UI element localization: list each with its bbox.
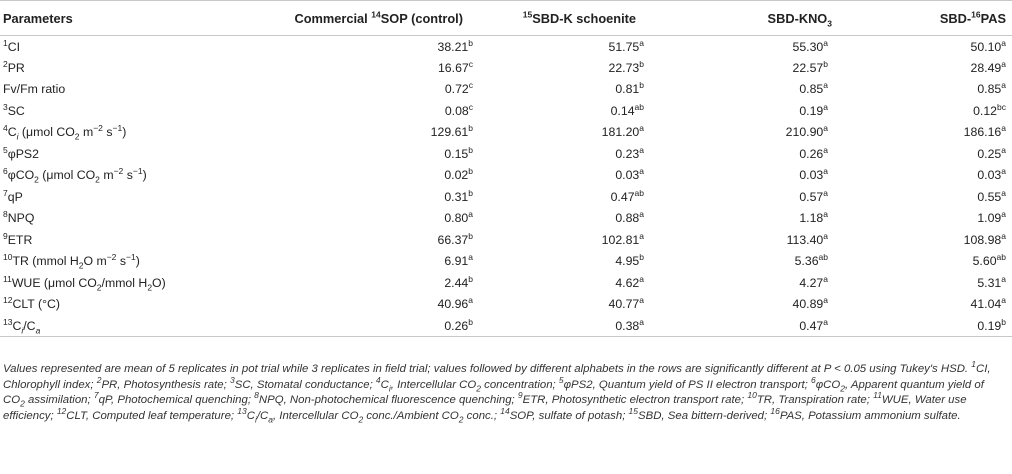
parameter-cell: Fv/Fm ratio bbox=[3, 82, 66, 97]
value-cell: 0.25$^a$ bbox=[977, 144, 1006, 161]
table-row bbox=[0, 57, 1012, 79]
table-footnote: Values represented are mean of 5 replicates in pot trial while 3 replicates in field trial; values followed by different alphabets in the rows are significantly different at P < 0.05 using Tukey's HSD. $^1$CI, Chlorophyll index; $^2$PR, Photosynthesis rate; $^3$SC, Stomatal conductance; $^4C_i$, Intercellular $CO_2$ concentration; $^5$φPS2, Quantum yield of PS II electron transport; $^6$φCO$_2$, Apparent quantum yield of $CO_2$ assimilation; $^7$qP, Photochemical quenching; $^8$NPQ, Non-photochemical fluorescence quenching; $^9$ETR, Photosynthetic electron transport rate; $^{10}$TR, Transpiration rate; $^{11}$WUE, Water use efficiency; $^{12}$CLT, Computed leaf temperature; $^{13}C_i/C_a$, Intercellular $CO_2$ conc./Ambient $CO_2$ conc.; $^{14}$SOP, sulfate of potash; $^{15}$SBD, Sea bittern-derived; $^{16}$PAS, Potassium ammonium sulfate. bbox=[3, 359, 991, 424]
value-cell: 129.61$^b$ bbox=[430, 123, 473, 140]
value-cell: 6.91$^a$ bbox=[444, 252, 473, 269]
value-cell: 41.04$^a$ bbox=[970, 295, 1006, 312]
value-cell: 55.30$^a$ bbox=[792, 37, 828, 54]
table-row bbox=[0, 122, 1012, 144]
value-cell: 0.47$^a$ bbox=[654, 315, 846, 337]
value-cell: 50.10$^a$ bbox=[970, 37, 1006, 54]
parameter-cell: $^1$CI bbox=[3, 37, 21, 54]
value-cell: 0.14$^{ab}$ bbox=[610, 101, 644, 118]
value-cell: 1.18$^a$ bbox=[799, 209, 828, 226]
value-cell: 16.67$^c$ bbox=[437, 58, 473, 75]
value-cell: 22.73$^b$ bbox=[608, 58, 644, 75]
header-sbd-k-schoenite: $^{15}$SBD-K schoenite bbox=[475, 1, 654, 36]
value-cell: 5.60$^{ab}$ bbox=[972, 252, 1006, 269]
value-cell: 0.19$^a$ bbox=[799, 101, 828, 118]
value-cell: 4.95$^b$ bbox=[615, 252, 644, 269]
value-cell: 0.57$^a$ bbox=[799, 187, 828, 204]
table-row bbox=[0, 100, 1012, 122]
value-cell: 0.08$^c$ bbox=[444, 101, 473, 118]
table-row bbox=[0, 251, 1012, 273]
value-cell: 181.20$^a$ bbox=[601, 123, 644, 140]
value-cell: 210.90$^a$ bbox=[785, 123, 828, 140]
table-row bbox=[0, 294, 1012, 316]
table-row bbox=[0, 272, 1012, 294]
value-cell: 1.09$^a$ bbox=[977, 209, 1006, 226]
value-cell: 2.44$^b$ bbox=[444, 273, 473, 290]
value-cell: 102.81$^a$ bbox=[601, 230, 644, 247]
value-cell: 4.62$^a$ bbox=[615, 273, 644, 290]
parameter-cell: $^{13}C_i/C_a$ bbox=[0, 315, 262, 337]
value-cell: 0.03$^a$ bbox=[615, 166, 644, 183]
value-cell: 5.31$^a$ bbox=[977, 273, 1006, 290]
table-row bbox=[0, 186, 1012, 208]
value-cell: 113.40$^a$ bbox=[786, 230, 828, 247]
value-cell: 0.26$^b$ bbox=[262, 315, 475, 337]
table-row bbox=[0, 36, 1012, 58]
header-parameters: Parameters bbox=[0, 1, 262, 36]
table-row bbox=[0, 315, 1012, 337]
parameter-cell: $^5$φPS2 bbox=[3, 144, 39, 161]
table-row bbox=[0, 229, 1012, 251]
value-cell: 66.37$^b$ bbox=[437, 230, 473, 247]
value-cell: 0.03$^a$ bbox=[977, 166, 1006, 183]
parameter-cell: $^9$ETR bbox=[3, 230, 33, 247]
table-row bbox=[0, 208, 1012, 230]
value-cell: 5.36$^{ab}$ bbox=[794, 252, 828, 269]
value-cell: 0.26$^a$ bbox=[799, 144, 828, 161]
value-cell: 51.75$^a$ bbox=[608, 37, 644, 54]
value-cell: 0.02$^b$ bbox=[444, 166, 473, 183]
value-cell: 0.85$^a$ bbox=[799, 80, 828, 97]
header-commercial-sop: Commercial $^{14}$SOP (control) bbox=[262, 1, 475, 36]
value-cell: 0.72$^c$ bbox=[444, 80, 473, 97]
value-cell: 0.19$^b$ bbox=[846, 315, 1012, 337]
value-cell: 0.23$^a$ bbox=[615, 144, 644, 161]
value-cell: 0.03$^a$ bbox=[799, 166, 828, 183]
value-cell: 186.16$^a$ bbox=[963, 123, 1006, 140]
value-cell: 0.85$^a$ bbox=[977, 80, 1006, 97]
table-row bbox=[0, 165, 1012, 187]
header-sbd-kno3: SBD-$KNO_3$ bbox=[654, 1, 846, 36]
value-cell: 0.38$^a$ bbox=[475, 315, 654, 337]
header-row bbox=[0, 1, 1012, 36]
value-cell: 40.77$^a$ bbox=[608, 295, 644, 312]
parameter-cell: $^{12}$CLT (°C) bbox=[3, 295, 60, 312]
value-cell: 0.12$^{bc}$ bbox=[973, 101, 1006, 118]
value-cell: 38.21$^b$ bbox=[437, 37, 473, 54]
parameter-cell: $^3$SC bbox=[3, 101, 25, 118]
value-cell: 0.81$^b$ bbox=[615, 80, 644, 97]
table-body bbox=[0, 36, 1012, 337]
value-cell: 0.55$^a$ bbox=[977, 187, 1006, 204]
value-cell: 108.98$^a$ bbox=[963, 230, 1006, 247]
value-cell: 40.96$^a$ bbox=[437, 295, 473, 312]
value-cell: 0.47$^{ab}$ bbox=[610, 187, 644, 204]
value-cell: 28.49$^a$ bbox=[970, 58, 1006, 75]
table-row bbox=[0, 79, 1012, 101]
parameter-cell: $^{11}$WUE (μmol $CO_2$/mmol $H_2O$) bbox=[3, 273, 166, 293]
value-cell: 0.88$^a$ bbox=[615, 209, 644, 226]
parameter-cell: $^2$PR bbox=[3, 58, 25, 75]
parameter-cell: $^4C_i$ (μmol $CO_2$ $m^{-2}$ $s^{-1}$) bbox=[3, 123, 127, 142]
value-cell: 40.89$^a$ bbox=[792, 295, 828, 312]
value-cell: 0.15$^b$ bbox=[444, 144, 473, 161]
value-cell: 0.80$^a$ bbox=[444, 209, 473, 226]
parameter-cell: $^7$qP bbox=[3, 187, 23, 204]
parameter-cell: $^6$φCO$_2$ (μmol $CO_2$ $m^{-2}$ $s^{-1}$) bbox=[3, 166, 147, 185]
parameter-cell: $^8$NPQ bbox=[3, 209, 35, 226]
value-cell: 4.27$^a$ bbox=[799, 273, 828, 290]
value-cell: 22.57$^b$ bbox=[792, 58, 828, 75]
parameter-cell: $^{10}$TR (mmol $H_2O$ $m^{-2}$ $s^{-1}$) bbox=[3, 252, 140, 271]
value-cell: 0.31$^b$ bbox=[444, 187, 473, 204]
header-sbd-pas: SBD-$^{16}$PAS bbox=[846, 1, 1012, 36]
table-row bbox=[0, 143, 1012, 165]
